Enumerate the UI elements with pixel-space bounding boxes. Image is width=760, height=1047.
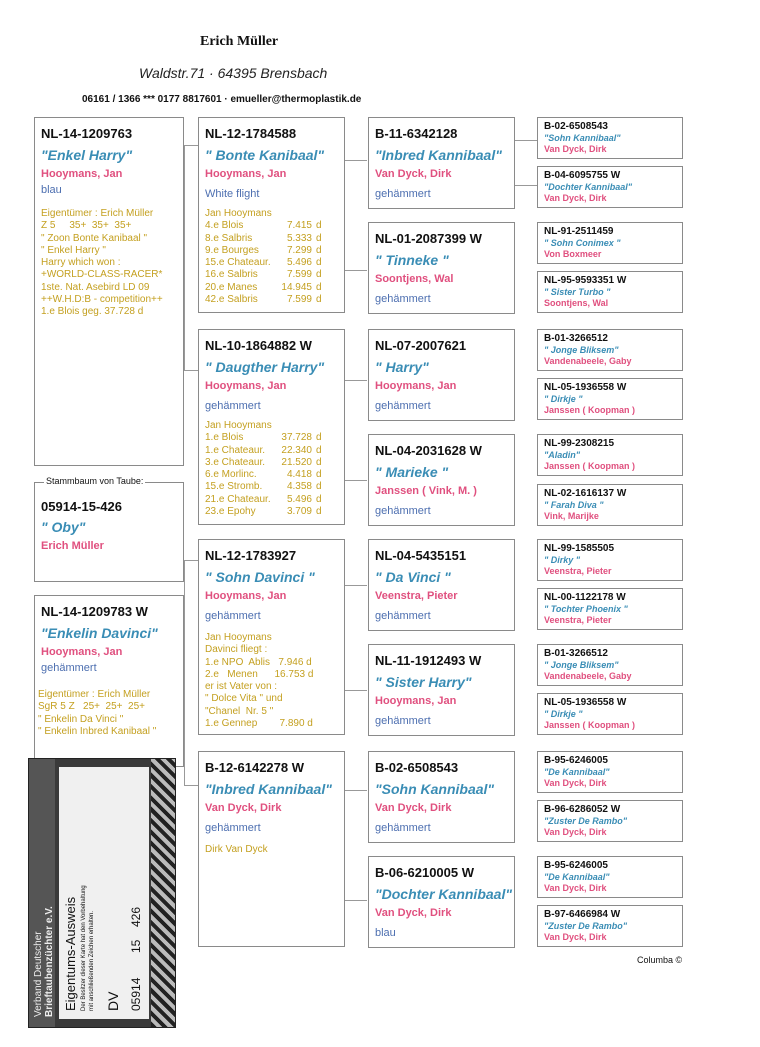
gen2-color: White flight [205,188,260,200]
card-org-line1: Verband Deutscher [33,931,44,1017]
result-row: 21.e Chateaur. 5.496 d [205,493,322,505]
gen3-name: " Tinneke " [375,252,449,268]
gen2-card[interactable] [198,329,345,525]
gen3-ring: NL-04-5435151 [375,548,467,563]
gen2-card[interactable] [198,751,345,947]
sire-breeder: Hooymans, Jan [41,168,123,180]
sire-card[interactable] [34,117,184,466]
dam-color: gehämmert [41,662,97,674]
gen3-name: " Sister Harry" [375,674,472,690]
sire-info-line: +WORLD-CLASS-RACER* [41,269,163,281]
dam-info-line: Eigentümer : Erich Müller [38,689,151,700]
connector [345,790,367,791]
result-row: 20.e Manes 14.945 d [205,281,322,293]
gen4-breeder: Veenstra, Pieter [544,615,612,625]
dam-name: "Enkelin Davinci" [41,625,158,641]
gen2-name: " Sohn Davinci " [205,569,315,585]
gen4-name: "De Kannibaal" [544,767,610,777]
subject-breeder: Erich Müller [41,540,104,552]
gen2-info [205,632,313,730]
gen3-color: gehämmert [375,610,431,622]
gen4-breeder: Vink, Marijke [544,511,599,521]
gen2-ring: NL-12-1783927 [205,548,297,563]
gen2-info [205,208,322,306]
connector [345,690,367,691]
gen3-name: "Dochter Kannibaal" [375,886,512,902]
gen2-breeder: Hooymans, Jan [205,380,287,392]
sire-info-line: 1.e Blois geg. 37.728 d [41,306,144,318]
gen3-color: gehämmert [375,188,431,200]
dam-breeder: Hooymans, Jan [41,646,123,658]
gen2-info-title: Jan Hooymans [205,208,272,219]
sire-info-line: Z 5 35+ 35+ 35+ [41,220,132,232]
gen2-info-line: 2.e Menen 16.753 d [205,668,314,680]
gen2-info-line: 1.e NPO Ablis 7.946 d [205,656,312,668]
gen2-card[interactable] [198,539,345,735]
sire-info-line: Eigentümer : Erich Müller [41,208,154,219]
connector [184,145,198,146]
gen4-breeder: Soontjens, Wal [544,298,609,308]
gen2-color: gehämmert [205,610,261,622]
result-row: 9.e Bourges 7.299 d [205,244,322,256]
result-row: 42.e Salbris 7.599 d [205,294,322,306]
ownership-card [28,758,176,1028]
gen4-ring: B-02-6508543 [544,121,608,132]
subject-name: " Oby" [41,519,86,535]
gen4-card[interactable] [537,800,683,842]
gen2-breeder: Hooymans, Jan [205,590,287,602]
gen3-card[interactable] [368,644,515,736]
gen4-ring: NL-05-1936558 W [544,697,627,708]
gen4-ring: B-04-6095755 W [544,170,621,181]
gen4-name: " Dirky " [544,555,581,565]
card-inner [59,767,149,1019]
gen3-ring: NL-04-2031628 W [375,443,482,458]
sire-info-line: ++W.H.D:B - competition++ [41,294,163,306]
gen4-card[interactable] [537,588,683,630]
sire-info-line: " Enkel Harry " [41,244,106,256]
gen2-ring: NL-12-1784588 [205,126,297,141]
gen4-breeder: Janssen ( Koopman ) [544,720,636,730]
gen4-card[interactable] [537,693,683,735]
gen4-card[interactable] [537,644,683,686]
connector [184,560,198,561]
gen3-breeder: Van Dyck, Dirk [375,907,452,919]
card-org-line2: Brieftaubenzüchter e.V. [44,906,55,1017]
connector [345,480,367,481]
gen4-ring: B-96-6286052 W [544,804,621,815]
connector [184,145,185,370]
dam-info-line: SgR 5 Z 25+ 25+ 25+ [38,701,146,713]
gen2-info-title: Jan Hooymans [205,420,272,431]
result-row: 15.e Chateaur. 5.496 d [205,257,322,269]
gen3-color: gehämmert [375,293,431,305]
connector [184,560,185,785]
gen3-breeder: Veenstra, Pieter [375,590,458,602]
connector [345,900,367,901]
gen3-color: gehämmert [375,400,431,412]
gen2-ring: NL-10-1864882 W [205,338,312,353]
result-row: 23.e Epohy 3.709 d [205,506,322,518]
gen3-ring: B-06-6210005 W [375,865,474,880]
gen3-card[interactable] [368,539,515,631]
gen4-name: "De Kannibaal" [544,872,610,882]
owner-contact: 06161 / 1366 *** 0177 8817601 · emueller@thermoplastik.de [82,94,362,105]
gen4-ring: B-95-6246005 [544,755,608,766]
gen2-info-line: Davinci fliegt : [205,644,268,656]
result-row: 16.e Salbris 7.599 d [205,269,322,281]
card-notice-1: Der Besitzer dieser Karte hat den Vorbehaltung [81,885,87,1011]
dam-card[interactable] [34,595,184,767]
gen4-breeder: Van Dyck, Dirk [544,144,607,154]
gen4-ring: B-95-6246005 [544,860,608,871]
card-number-c: 426 [129,906,143,927]
gen3-card[interactable] [368,434,515,526]
gen4-ring: NL-95-9593351 W [544,275,627,286]
gen3-name: " Da Vinci " [375,569,451,585]
gen4-name: "Dochter Kannibaal" [544,182,633,192]
gen3-name: " Marieke " [375,464,449,480]
sire-info-line: Harry which won : [41,257,121,269]
subject-card[interactable] [34,482,184,582]
gen4-name: " Sister Turbo " [544,287,611,297]
connector [345,270,367,271]
gen3-ring: B-02-6508543 [375,760,459,775]
dam-info-line: " Enkelin Inbred Kanibaal " [38,725,157,737]
gen4-breeder: Van Dyck, Dirk [544,193,607,203]
connector [515,185,537,186]
connector [184,785,198,786]
connector [345,585,367,586]
gen3-ring: NL-07-2007621 [375,338,467,353]
gen4-card[interactable] [537,539,683,581]
subject-label: Stammbaum von Taube: [46,476,144,486]
gen4-card[interactable] [537,117,683,159]
result-row: 8.e Salbris 5.333 d [205,232,322,244]
gen4-name: " Jonge Bliksem" [544,660,619,670]
result-row: 6.e Morlinc. 4.418 d [205,469,322,481]
card-number-b: 15 [129,939,143,953]
gen4-name: " Jonge Bliksem" [544,345,619,355]
gen3-ring: NL-01-2087399 W [375,231,482,246]
gen4-breeder: Veenstra, Pieter [544,566,612,576]
dam-info-line: " Enkelin Da Vinci " [38,713,124,725]
gen4-breeder: Janssen ( Koopman ) [544,405,636,415]
gen4-card[interactable] [537,329,683,371]
sire-name: "Enkel Harry" [41,147,133,163]
sire-color: blau [41,184,62,196]
dam-ring: NL-14-1209783 W [41,604,148,619]
gen3-ring: NL-11-1912493 W [375,653,482,668]
gen3-color: gehämmert [375,822,431,834]
connector [345,380,367,381]
gen2-info-line: er ist Vater von : [205,681,278,693]
gen3-card[interactable] [368,222,515,314]
gen4-ring: B-01-3266512 [544,333,608,344]
gen3-color: gehämmert [375,505,431,517]
gen3-color: gehämmert [375,715,431,727]
gen3-breeder: Soontjens, Wal [375,273,454,285]
gen2-info-line: Jan Hooymans [205,632,272,643]
gen4-ring: NL-00-1122178 W [544,592,626,603]
gen4-card[interactable] [537,378,683,420]
subject-ring: 05914-15-426 [41,499,122,514]
connector [345,160,367,161]
gen4-ring: B-97-6466984 W [544,909,621,920]
dam-info [38,689,156,738]
sire-ring: NL-14-1209763 [41,126,133,141]
gen2-name: " Bonte Kanibaal" [205,147,325,163]
gen4-card[interactable] [537,166,683,208]
gen4-card[interactable] [537,434,683,476]
gen3-name: "Sohn Kannibaal" [375,781,495,797]
card-code: DV [105,991,121,1011]
gen4-card[interactable] [537,222,683,264]
gen2-info-line: "Chanel Nr. 5 " [205,705,274,717]
gen2-breeder: Hooymans, Jan [205,168,287,180]
owner-address: Waldstr.71 · 64395 Brensbach [139,65,328,81]
gen4-name: "Zuster De Rambo" [544,921,628,931]
gen4-ring: B-01-3266512 [544,648,608,659]
gen3-card[interactable] [368,751,515,843]
gen3-card[interactable] [368,856,515,948]
gen3-card[interactable] [368,329,515,421]
gen4-ring: NL-02-1616137 W [544,488,627,499]
footer-credit: Columba © [637,955,683,965]
owner-name: Erich Müller [200,34,279,49]
gen2-info-line: 1.e Gennep 7.890 d [205,718,313,730]
sire-info-line: " Zoon Bonte Kanibaal " [41,232,148,244]
gen4-breeder: Van Dyck, Dirk [544,827,607,837]
gen4-name: "Zuster De Rambo" [544,816,628,826]
gen4-ring: NL-05-1936558 W [544,382,627,393]
gen4-name: " Tochter Phoenix " [544,604,628,614]
sire-info [41,208,163,319]
gen4-breeder: Vandenabeele, Gaby [544,671,632,681]
sire-info-line: 1ste. Nat. Asebird LD 09 [41,281,150,293]
connector [515,140,537,141]
gen3-name: "Inbred Kannibaal" [375,147,502,163]
gen3-color: blau [375,927,396,939]
card-pattern [151,759,175,1027]
gen4-card[interactable] [537,271,683,313]
gen3-ring: B-11-6342128 [375,126,458,141]
gen4-ring: NL-99-2308215 [544,438,615,449]
card-title: Eigentums-Ausweis [63,896,78,1011]
gen4-breeder: Van Dyck, Dirk [544,883,607,893]
gen2-name: " Daugther Harry" [205,359,325,375]
gen4-breeder: Von Boxmeer [544,249,602,259]
gen4-card[interactable] [537,751,683,793]
gen3-card[interactable] [368,117,515,209]
result-row: 4.e Blois 7.415 d [205,220,322,232]
result-row: 15.e Stromb. 4.358 d [205,481,322,493]
gen2-color: gehämmert [205,822,261,834]
gen3-breeder: Janssen ( Vink, M. ) [375,485,477,497]
gen3-breeder: Hooymans, Jan [375,380,457,392]
gen2-name: "Inbred Kannibaal" [205,781,332,797]
gen2-card[interactable] [198,117,345,313]
result-row: 1.e Chateaur. 22.340 d [205,444,322,456]
gen2-info-line: " Dolce Vita " und [205,693,283,705]
gen3-name: " Harry" [375,359,429,375]
gen3-breeder: Van Dyck, Dirk [375,168,452,180]
gen4-breeder: Van Dyck, Dirk [544,778,607,788]
gen4-ring: NL-91-2511459 [544,226,614,237]
gen4-name: "Aladin" [544,450,581,460]
gen2-breeder: Van Dyck, Dirk [205,802,282,814]
gen4-breeder: Van Dyck, Dirk [544,932,607,942]
gen2-info [205,844,268,856]
gen4-card[interactable] [537,484,683,526]
gen3-breeder: Hooymans, Jan [375,695,457,707]
gen2-ring: B-12-6142278 W [205,760,304,775]
gen4-name: " Farah Diva " [544,500,604,510]
gen4-ring: NL-99-1585505 [544,543,615,554]
card-notice-2: mit anschließenden Zeichen erhalten. [89,910,95,1011]
gen4-name: " Dirkje " [544,394,583,404]
connector [184,370,198,371]
gen4-breeder: Janssen ( Koopman ) [544,461,636,471]
gen4-name: " Dirkje " [544,709,583,719]
gen2-info-line: Dirk Van Dyck [205,844,268,855]
gen4-name: " Sohn Conimex " [544,238,621,248]
gen4-card[interactable] [537,905,683,947]
gen4-card[interactable] [537,856,683,898]
gen2-info [205,420,322,518]
result-row: 3.e Chateaur. 21.520 d [205,456,322,468]
result-row: 1.e Blois 37.728 d [205,432,322,444]
gen4-name: "Sohn Kannibaal" [544,133,621,143]
gen3-breeder: Van Dyck, Dirk [375,802,452,814]
gen2-color: gehämmert [205,400,261,412]
gen4-breeder: Vandenabeele, Gaby [544,356,632,366]
card-number-a: 05914 [129,977,143,1011]
